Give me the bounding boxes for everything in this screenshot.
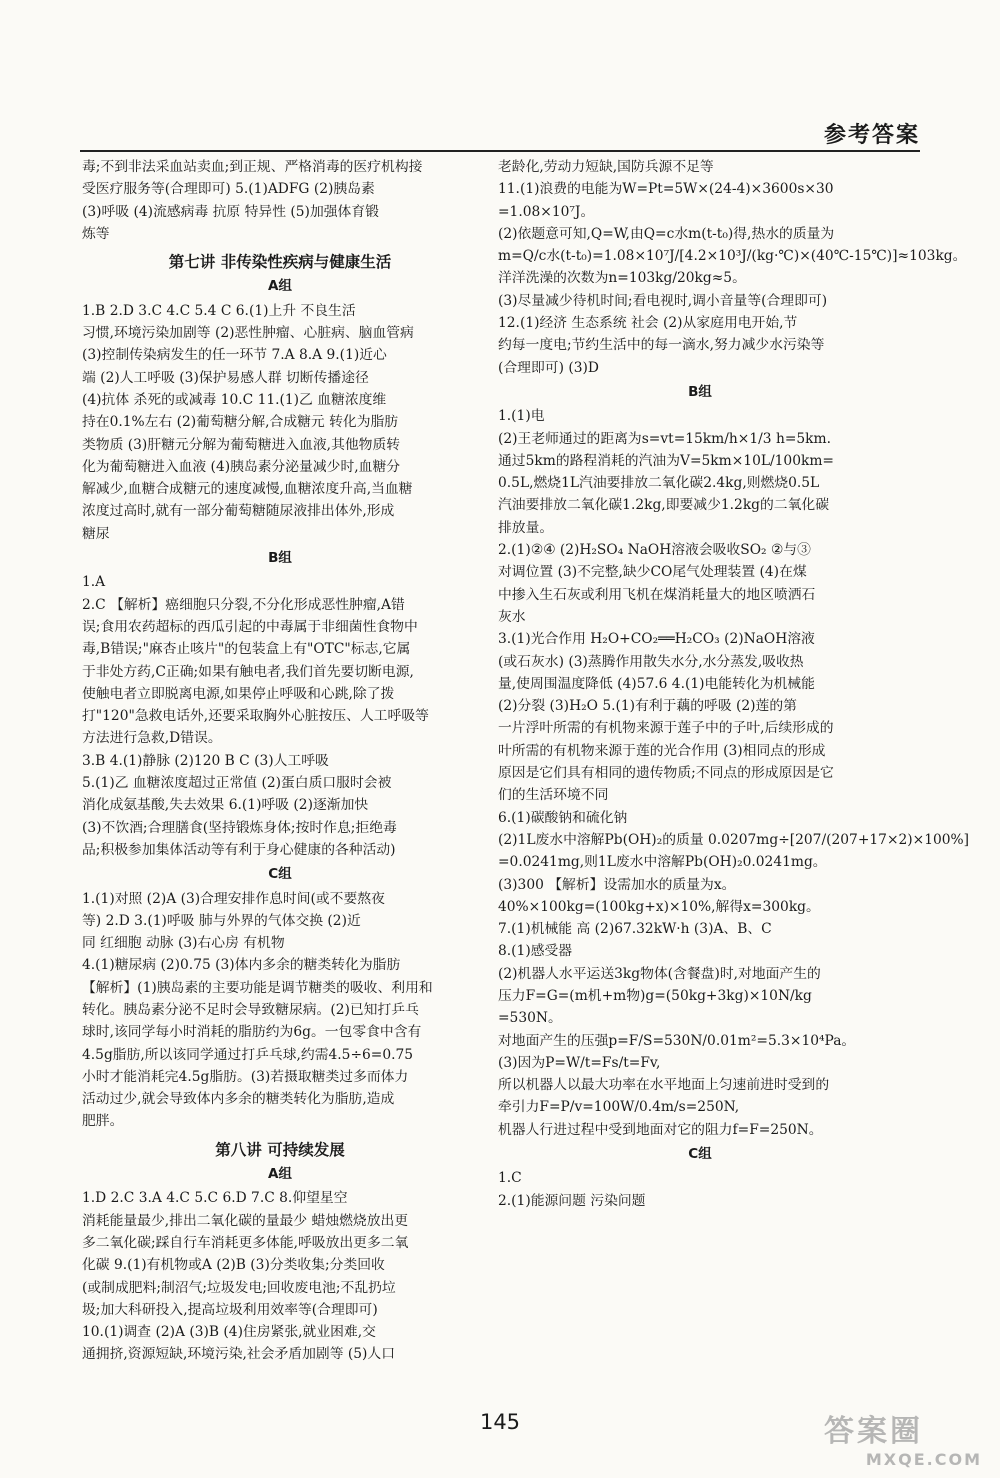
answer-line: 误;食用农药超标的西瓜引起的中毒属于非细菌性食物中 <box>82 618 418 635</box>
answer-line: 毒;不到非法采血站卖血;到正规、严格消毒的医疗机构接 <box>82 159 423 175</box>
right-column <box>498 156 970 1212</box>
answer-line: 糖尿 <box>82 525 110 542</box>
section-title: 第八讲 可持续发展 <box>215 1140 345 1159</box>
answer-line: 解减少,血糖合成糖元的速度减慢,血糖浓度升高,当血糖 <box>82 481 413 498</box>
answer-line: 活动过少,就会导致体内多余的糖类转化为脂肪,造成 <box>82 1091 395 1108</box>
answer-line: 持在0.1%左右 (2)葡萄糖分解,合成糖元 转化为脂肪 <box>82 414 399 431</box>
answer-line: 化碳 9.(1)有机物或A (2)B (3)分类收集;分类回收 <box>82 1257 385 1274</box>
answer-line: 2.(1)能源问题 污染问题 <box>498 1192 646 1209</box>
answer-line: 品;积极参加集体活动等有利于身心健康的各种活动) <box>82 841 396 858</box>
answer-line: 化为葡萄糖进入血液 (4)胰岛素分泌量减少时,血糖分 <box>82 458 401 475</box>
answer-line: 们的生活环境不同 <box>498 787 609 804</box>
answer-line: 方法进行急救,D错误。 <box>82 730 222 747</box>
answer-line: 圾;加大科研投入,提高垃圾利用效率等(合理即可) <box>82 1301 378 1318</box>
answer-line: 1.D 2.C 3.A 4.C 5.C 6.D 7.C 8.仰望星空 <box>82 1190 348 1207</box>
answer-line: 毒,B错误;"麻杏止咳片"的包装盒上有"OTC"标志,它属 <box>82 641 411 658</box>
left-column <box>82 156 478 1366</box>
answer-line: (3)不饮酒;合理膳食(坚持锻炼身体;按时作息;拒绝毒 <box>82 819 397 836</box>
answer-line: 一片浮叶所需的有机物来源于莲子中的子叶,后续形成的 <box>498 720 834 737</box>
answer-line: 3.(1)光合作用 H₂O+CO₂══H₂CO₃ (2)NaOH溶液 <box>498 631 815 648</box>
group-heading: A组 <box>268 278 292 295</box>
answer-line: (2)分裂 (3)H₂O 5.(1)有利于藕的呼吸 (2)莲的第 <box>498 698 797 715</box>
group-heading: C组 <box>688 1146 712 1163</box>
answer-line: (或制成肥料;制沼气;垃圾发电;回收废电池;不乱扔垃 <box>82 1279 396 1296</box>
answer-line: 同 红细胞 动脉 (3)右心房 有机物 <box>82 935 285 952</box>
answer-line: 转化。胰岛素分泌不足时会导致糖尿病。(2)已知打乒乓 <box>82 1001 419 1018</box>
watermark-logo <box>824 1406 982 1469</box>
answer-line: 小时才能消耗完4.5g脂肪。(3)若摄取糖类过多而体力 <box>82 1068 409 1085</box>
answer-line: (3)300 【解析】设需加水的质量为x。 <box>498 876 736 893</box>
answer-line: 6.(1)碳酸钠和硫化钠 <box>498 809 628 826</box>
answer-line: 压力F=G=(m机+m物)g=(50kg+3kg)×10N/kg <box>498 987 812 1004</box>
answer-line: 通拥挤,资源短缺,环境污染,社会矛盾加剧等 (5)人口 <box>82 1346 396 1363</box>
answer-line: (3)因为P=W/t=Fs/t=Fv, <box>498 1054 661 1071</box>
answer-line: 40%×100kg=(100kg+x)×10%,解得x=300kg。 <box>498 898 820 915</box>
answer-line: 1.C <box>498 1170 522 1187</box>
page-number: 145 <box>479 1410 521 1434</box>
answer-line: 肥胖。 <box>82 1113 124 1130</box>
answer-line: m=Q/c水(t-t₀)=1.08×10⁷J/[4.2×10³J/(kg·℃)×(40℃-15℃)]≈103kg。 <box>498 248 967 265</box>
answer-line: 于非处方药,C正确;如果有触电者,我们首先要切断电源, <box>82 663 414 680</box>
answer-line: 老龄化,劳动力短缺,国防兵源不足等 <box>498 159 714 175</box>
answer-line: 所以机器人以最大功率在水平地面上匀速前进时受到的 <box>498 1077 830 1094</box>
answer-line: (3)呼吸 (4)流感病毒 抗原 特异性 (5)加强体育锻 <box>82 203 379 220</box>
answer-line: 【解析】(1)胰岛素的主要功能是调节糖类的吸收、利用和 <box>82 979 433 996</box>
answer-line: =1.08×10⁷J。 <box>498 203 595 220</box>
answer-line: 对地面产生的压强p=F/S=530N/0.01m²=5.3×10⁴Pa。 <box>498 1032 856 1049</box>
answer-line: 消化成氨基酸,失去效果 6.(1)呼吸 (2)逐渐加快 <box>82 797 369 814</box>
answer-line: 机器人行进过程中受到地面对它的阻力f=F=250N。 <box>498 1121 823 1138</box>
answer-line: 8.(1)感受器 <box>498 943 573 960</box>
answer-line: 1.(1)电 <box>498 408 545 425</box>
answer-line: 消耗能量最少,排出二氧化碳的量最少 蜡烛燃烧放出更 <box>82 1212 409 1229</box>
answer-line: (4)抗体 杀死的或减毒 10.C 11.(1)乙 血糖浓度维 <box>82 391 387 408</box>
answer-line: (3)控制传染病发生的任一环节 7.A 8.A 9.(1)近心 <box>82 347 387 364</box>
answer-line: 通过5km的路程消耗的汽油为V=5km×10L/100km= <box>498 452 834 469</box>
answer-line: 2.(1)②④ (2)H₂SO₄ NaOH溶液会吸收SO₂ ②与③ <box>498 542 811 559</box>
answer-line: 0.5L,燃烧1L汽油要排放二氧化碳2.4kg,则燃烧0.5L <box>498 475 820 492</box>
answer-line: 12.(1)经济 生态系统 社会 (2)从家庭用电开始,节 <box>498 315 798 332</box>
answer-line: 多二氧化碳;踩自行车消耗更多体能,呼吸放出更多二氧 <box>82 1234 409 1251</box>
answer-line: 对调位置 (3)不完整,缺少CO尾气处理装置 (4)在煤 <box>498 564 807 581</box>
answer-line: 习惯,环境污染加剧等 (2)恶性肿瘤、心脏病、脑血管病 <box>82 325 414 342</box>
group-heading: C组 <box>268 866 292 883</box>
answer-line: (或石灰水) (3)蒸腾作用散失水分,水分蒸发,吸收热 <box>498 653 804 670</box>
answer-line: 炼等 <box>82 225 110 242</box>
answer-line: 10.(1)调查 (2)A (3)B (4)住房紧张,就业困难,交 <box>82 1324 376 1341</box>
answer-line: 3.B 4.(1)静脉 (2)120 B C (3)人工呼吸 <box>82 752 329 769</box>
answer-line: 叶所需的有机物来源于莲的光合作用 (3)相同点的形成 <box>498 742 826 759</box>
group-heading: A组 <box>268 1166 292 1183</box>
watermark-en: MXQE.COM <box>865 1450 982 1469</box>
answer-line: 11.(1)浪费的电能为W=Pt=5W×(24-4)×3600s×30 <box>498 181 834 198</box>
answer-line: 球时,该同学每小时消耗的脂肪约为6g。一包零食中含有 <box>82 1024 422 1041</box>
answer-line: (2)机器人水平运送3kg物体(含餐盘)时,对地面产生的 <box>498 965 821 982</box>
answer-line: =0.0241mg,则1L废水中溶解Pb(OH)₂0.0241mg。 <box>498 854 827 871</box>
watermark-cn: 答案圈 <box>824 1414 923 1449</box>
answer-line: 牵引力F=P/v=100W/0.4m/s=250N, <box>498 1099 740 1116</box>
answer-line: (2)1L废水中溶解Pb(OH)₂的质量 0.0207mg÷[207/(207+17×2)×100%] <box>498 831 970 848</box>
answer-line: =530N。 <box>498 1010 562 1027</box>
group-heading: B组 <box>268 550 292 567</box>
answer-line: 约每一度电;节约生活中的每一滴水,努力减少水污染等 <box>498 337 825 354</box>
group-heading: B组 <box>688 383 712 400</box>
answer-line: 浓度过高时,就有一部分葡萄糖随尿液排出体外,形成 <box>82 503 395 520</box>
answer-line: 7.(1)机械能 高 (2)67.32kW·h (3)A、B、C <box>498 921 772 938</box>
page-header-title: 参考答案 <box>823 123 920 148</box>
answer-line: 受医疗服务等(合理即可) 5.(1)ADFG (2)胰岛素 <box>82 181 375 198</box>
answer-line: 1.(1)对照 (2)A (3)合理安排作息时间(或不要熬夜 <box>82 890 385 907</box>
answer-line: 汽油要排放二氧化碳1.2kg,即要减少1.2kg的二氧化碳 <box>498 497 829 514</box>
answer-line: 5.(1)乙 血糖浓度超过正常值 (2)蛋白质口服时会被 <box>82 775 392 792</box>
answer-line: 中掺入生石灰或利用飞机在煤消耗量大的地区喷洒石 <box>498 586 816 603</box>
answer-line: 端 (2)人工呼吸 (3)保护易感人群 切断传播途径 <box>82 369 369 386</box>
answer-line: 量,使周围温度降低 (4)57.6 4.(1)电能转化为机械能 <box>498 675 815 692</box>
section-title: 第七讲 非传染性疾病与健康生活 <box>168 253 392 272</box>
answer-line: 2.C 【解析】癌细胞只分裂,不分化形成恶性肿瘤,A错 <box>82 596 405 613</box>
answer-line: 类物质 (3)肝糖元分解为葡萄糖进入血液,其他物质转 <box>82 436 401 453</box>
answer-line: (合理即可) (3)D <box>498 359 599 376</box>
answer-line: 灰水 <box>498 608 526 625</box>
answer-line: 1.B 2.D 3.C 4.C 5.4 C 6.(1)上升 不良生活 <box>82 302 356 319</box>
answer-line: 原因是它们具有相同的遗传物质;不同点的形成原因是它 <box>498 765 834 782</box>
header-rule <box>80 150 920 152</box>
answer-line: (2)依题意可知,Q=W,由Q=c水m(t-t₀)得,热水的质量为 <box>498 225 835 242</box>
answer-line: 排放量。 <box>498 519 554 536</box>
answer-line: (2)王老师通过的距离为s=vt=15km/h×1/3 h=5km. <box>498 430 831 447</box>
answer-line: 1.A <box>82 574 106 591</box>
answer-line: 4.(1)糖尿病 (2)0.75 (3)体内多余的糖类转化为脂肪 <box>82 957 401 974</box>
answer-line: (3)尽量减少待机时间;看电视时,调小音量等(合理即可) <box>498 292 828 309</box>
answer-line: 使触电者立即脱离电源,如果停止呼吸和心跳,除了拨 <box>82 685 395 702</box>
answer-line: 等) 2.D 3.(1)呼吸 肺与外界的气体交换 (2)近 <box>82 912 361 929</box>
answer-line: 洋洋洗澡的次数为n=103kg/20kg≈5。 <box>498 270 746 287</box>
answer-line: 4.5g脂肪,所以该同学通过打乒乓球,约需4.5÷6=0.75 <box>82 1046 414 1063</box>
answer-line: 打"120"急救电话外,还要采取胸外心脏按压、人工呼吸等 <box>82 708 429 725</box>
